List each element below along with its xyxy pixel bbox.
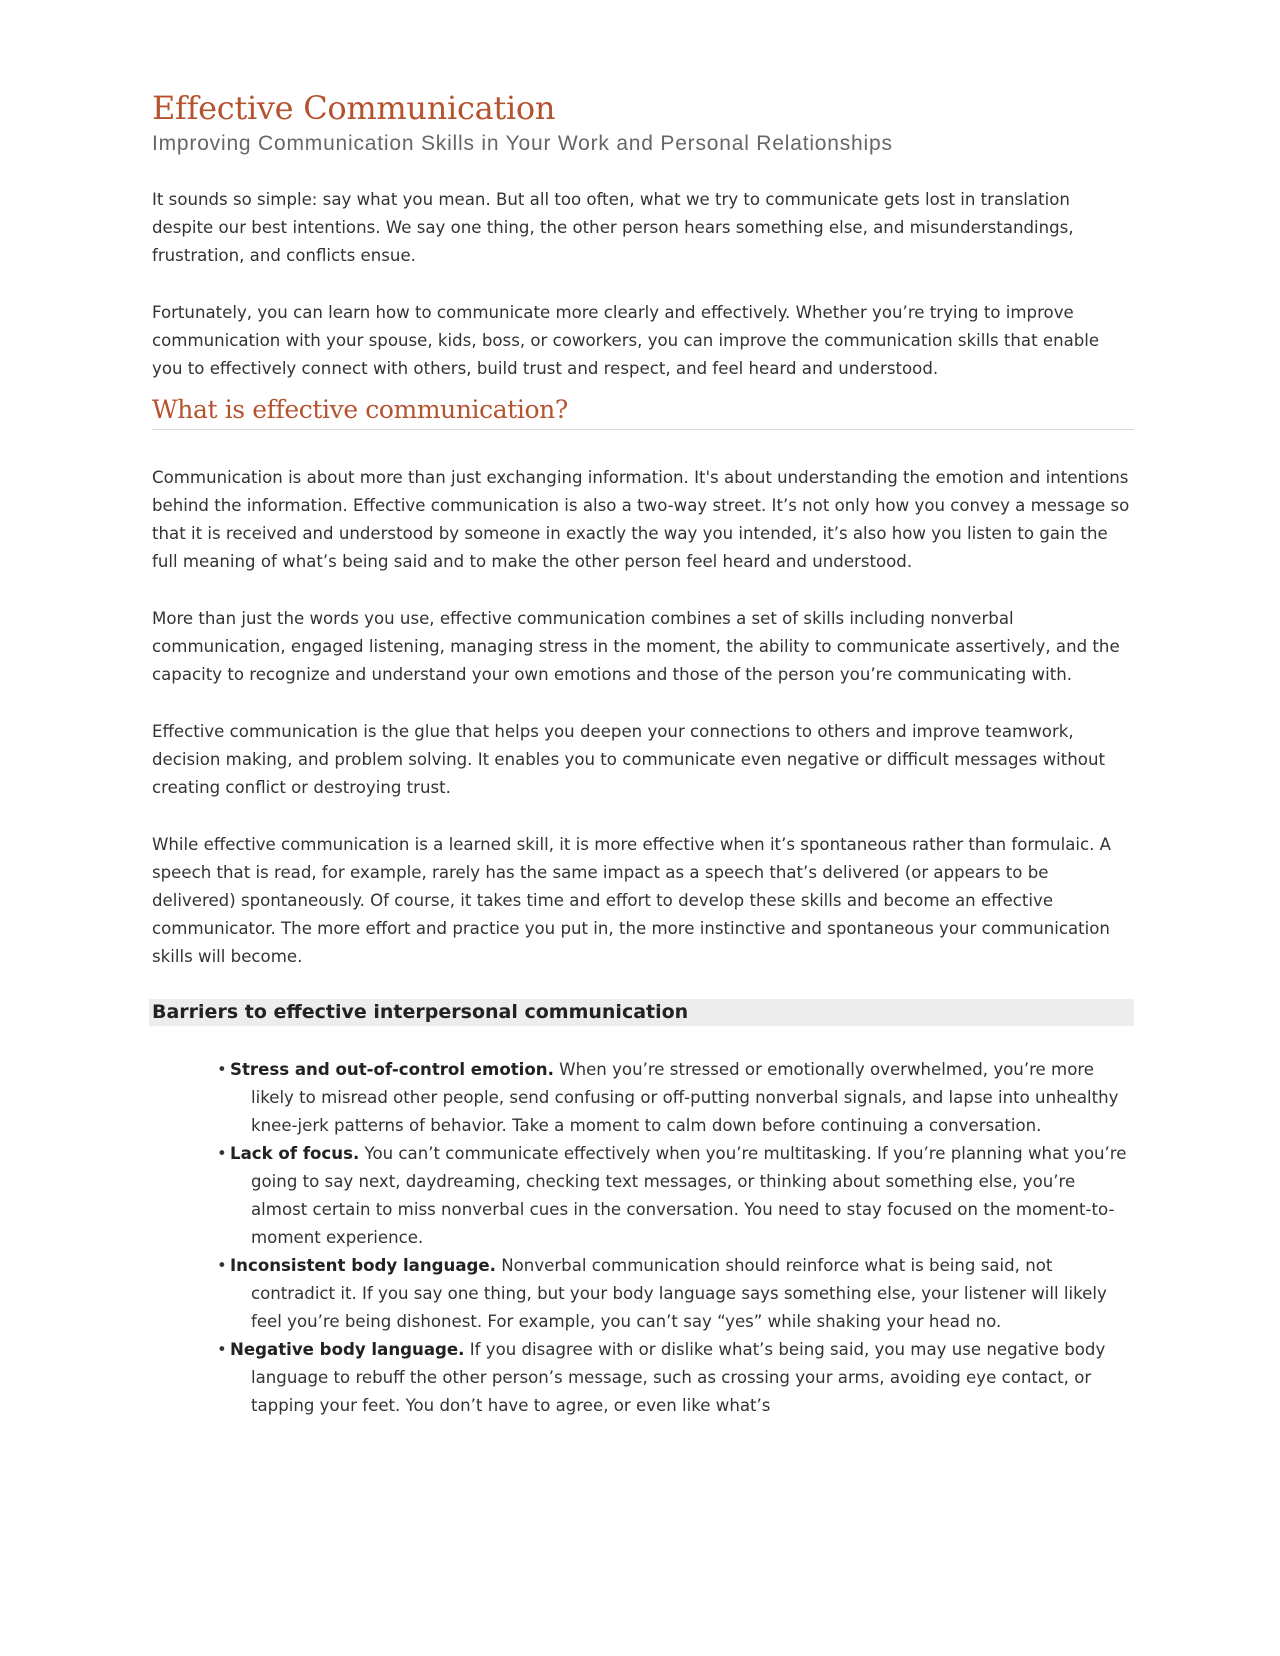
body-paragraph: While effective communication is a learned skill, it is more effective when it’s spontaneous rather than formulaic. A speech that is read, for example, rarely has the same impact as a speech that’s delivered (or appears to be delivered) spontaneously. Of course, it takes time and effort to develop these skills and become an effective communicator. The more effort and practice you put in, the more instinctive and spontaneous your communication skills will become. [152, 835, 1112, 966]
body-paragraph: More than just the words you use, effective communication combines a set of skills including nonverbal communication, engaged listening, managing stress in the moment, the ability to communicate assertively, and the capacity to recognize and understand your own emotions and those of the person you’re communicating with. [152, 609, 1120, 684]
list-item-term: Negative body language. [230, 1340, 465, 1359]
list-item [217, 1140, 1134, 1252]
list-item-term: Stress and out-of-control emotion. [230, 1060, 554, 1079]
document-page [152, 88, 1134, 1420]
bullet-icon: • [217, 1144, 227, 1163]
list-item-term: Inconsistent body language. [230, 1256, 496, 1275]
bullet-icon: • [217, 1256, 227, 1275]
bullet-icon: • [217, 1060, 227, 1079]
list-item [217, 1252, 1134, 1336]
page-title: Effective Communication [152, 89, 556, 127]
page-subtitle: Improving Communication Skills in Your Work and Personal Relationships [152, 132, 893, 155]
list-item-term: Lack of focus. [230, 1144, 360, 1163]
list-item [217, 1336, 1134, 1420]
list-item-text: If you disagree with or dislike what’s being said, you may use negative body language to rebuff the other person’s message, such as crossing your arms, avoiding eye contact, or tapping your feet. You don’t have to agree, or even like what’s [251, 1340, 1106, 1415]
body-paragraph: Communication is about more than just exchanging information. It's about understanding the emotion and intentions behind the information. Effective communication is also a two-way street. It’s not only how you convey a message so that it is received and understood by someone in exactly the way you intended, it’s also how you listen to gain the full meaning of what’s being said and to make the other person feel heard and understood. [152, 468, 1130, 571]
subsection-heading: Barriers to effective interpersonal communication [149, 999, 1134, 1026]
section-heading: What is effective communication? [152, 393, 1134, 430]
intro-paragraph: Fortunately, you can learn how to communicate more clearly and effectively. Whether you’re trying to improve communication with your spouse, kids, boss, or coworkers, you can improve the communication skills that enable you to effectively connect with others, build trust and respect, and feel heard and understood. [152, 303, 1100, 378]
list-item [217, 1056, 1134, 1140]
intro-paragraph: It sounds so simple: say what you mean. But all too often, what we try to communicate gets lost in translation despite our best intentions. We say one thing, the other person hears something else, and misunderstandings, frustration, and conflicts ensue. [152, 190, 1074, 265]
list-item-text: You can’t communicate effectively when you’re multitasking. If you’re planning what you’re going to say next, daydreaming, checking text messages, or thinking about something else, you’re almost certain to miss nonverbal cues in the conversation. You need to stay focused on the moment-to-moment experience. [251, 1144, 1127, 1247]
body-paragraph: Effective communication is the glue that helps you deepen your connections to others and improve teamwork, decision making, and problem solving. It enables you to communicate even negative or difficult messages without creating conflict or destroying trust. [152, 722, 1105, 797]
barriers-list [152, 1056, 1134, 1420]
list-item-text: Nonverbal communication should reinforce what is being said, not contradict it. If you say one thing, but your body language says something else, your listener will likely feel you’re being dishonest. For example, you can’t say “yes” while shaking your head no. [251, 1256, 1107, 1331]
bullet-icon: • [217, 1340, 227, 1359]
list-item-text: When you’re stressed or emotionally overwhelmed, you’re more likely to misread other people, send confusing or off-putting nonverbal signals, and lapse into unhealthy knee-jerk patterns of behavior. Take a moment to calm down before continuing a conversation. [251, 1060, 1119, 1135]
